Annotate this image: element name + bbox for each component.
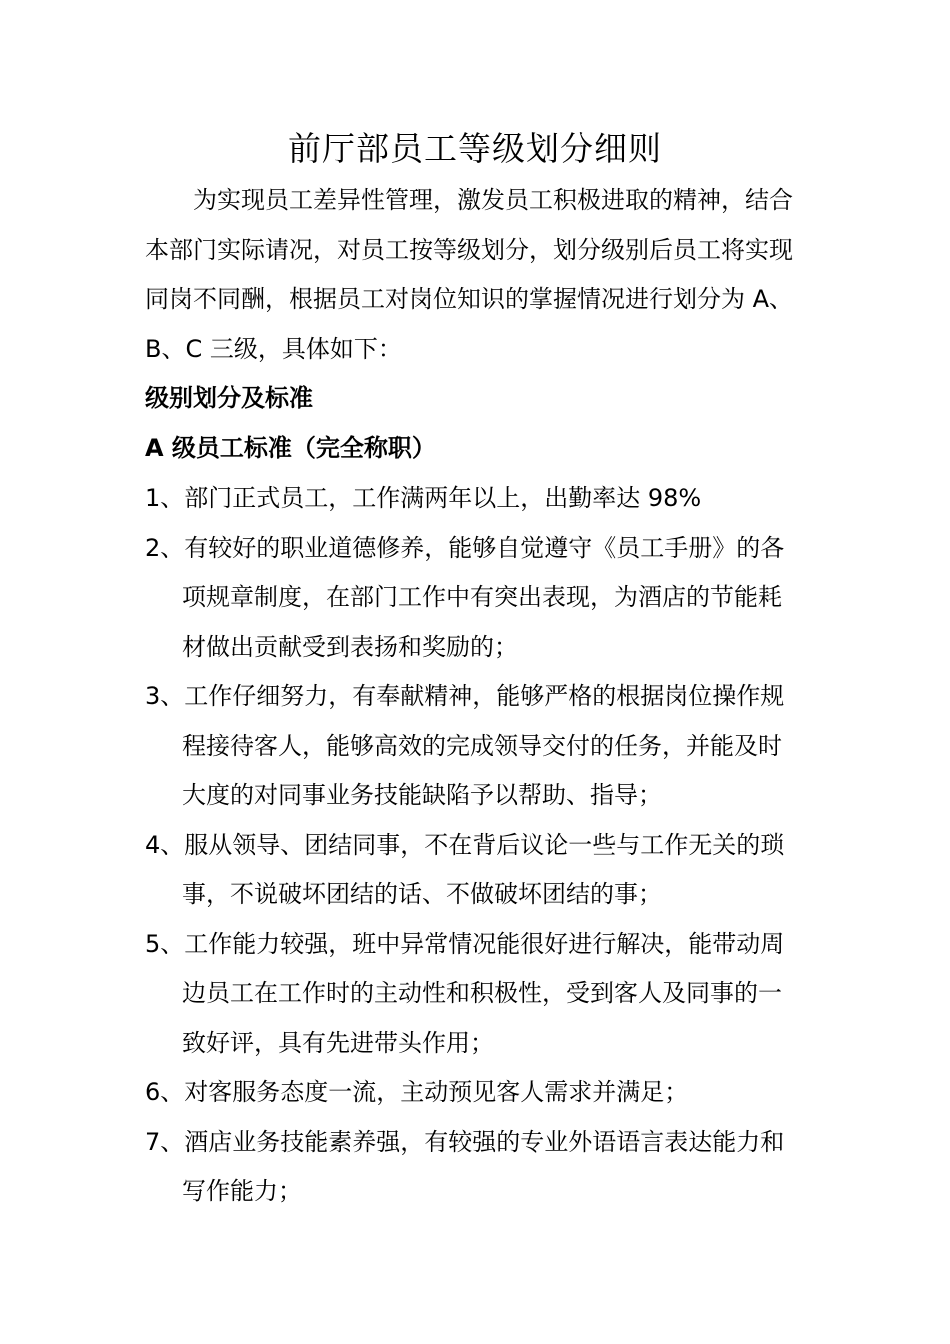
list-item: 5、工作能力较强，班中异常情况能很好进行解决，能带动周边员工在工作时的主动性和积极性，受到客人及同事的一致好评，具有先进带头作用； [145, 929, 785, 1057]
intro-paragraph: 为实现员工差异性管理，激发员工积极进取的精神，结合本部门实际请况，对员工按等级划分，划分级别后员工将实现同岗不同酬，根据员工对岗位知识的掌握情况进行划分为 A、B、C 三级，具体如下： [145, 186, 794, 363]
document-title: 前厅部员工等级划分细则 [288, 129, 662, 168]
criteria-list [145, 474, 805, 1217]
subsection-heading: A 级员工标准（完全称职） [145, 434, 436, 462]
list-item: 2、有较好的职业道德修养，能够自觉遵守《员工手册》的各项规章制度，在部门工作中有突出表现，为酒店的节能耗材做出贡献受到表扬和奖励的； [145, 533, 785, 661]
section-heading: 级别划分及标准 [145, 384, 313, 412]
list-item: 1、部门正式员工，工作满两年以上，出勤率达 98% [145, 484, 702, 512]
list-item: 3、工作仔细努力，有奉献精神，能够严格的根据岗位操作规程接待客人，能够高效的完成领导交付的任务，并能及时大度的对同事业务技能缺陷予以帮助、指导； [145, 682, 785, 809]
list-item: 6、对客服务态度一流，主动预见客人需求并满足； [145, 1078, 689, 1106]
list-item: 4、服从领导、团结同事，不在背后议论一些与工作无关的琐事，不说破坏团结的话、不做破坏团结的事； [145, 830, 785, 908]
list-item: 7、酒店业务技能素养强，有较强的专业外语语言表达能力和写作能力； [145, 1127, 785, 1205]
